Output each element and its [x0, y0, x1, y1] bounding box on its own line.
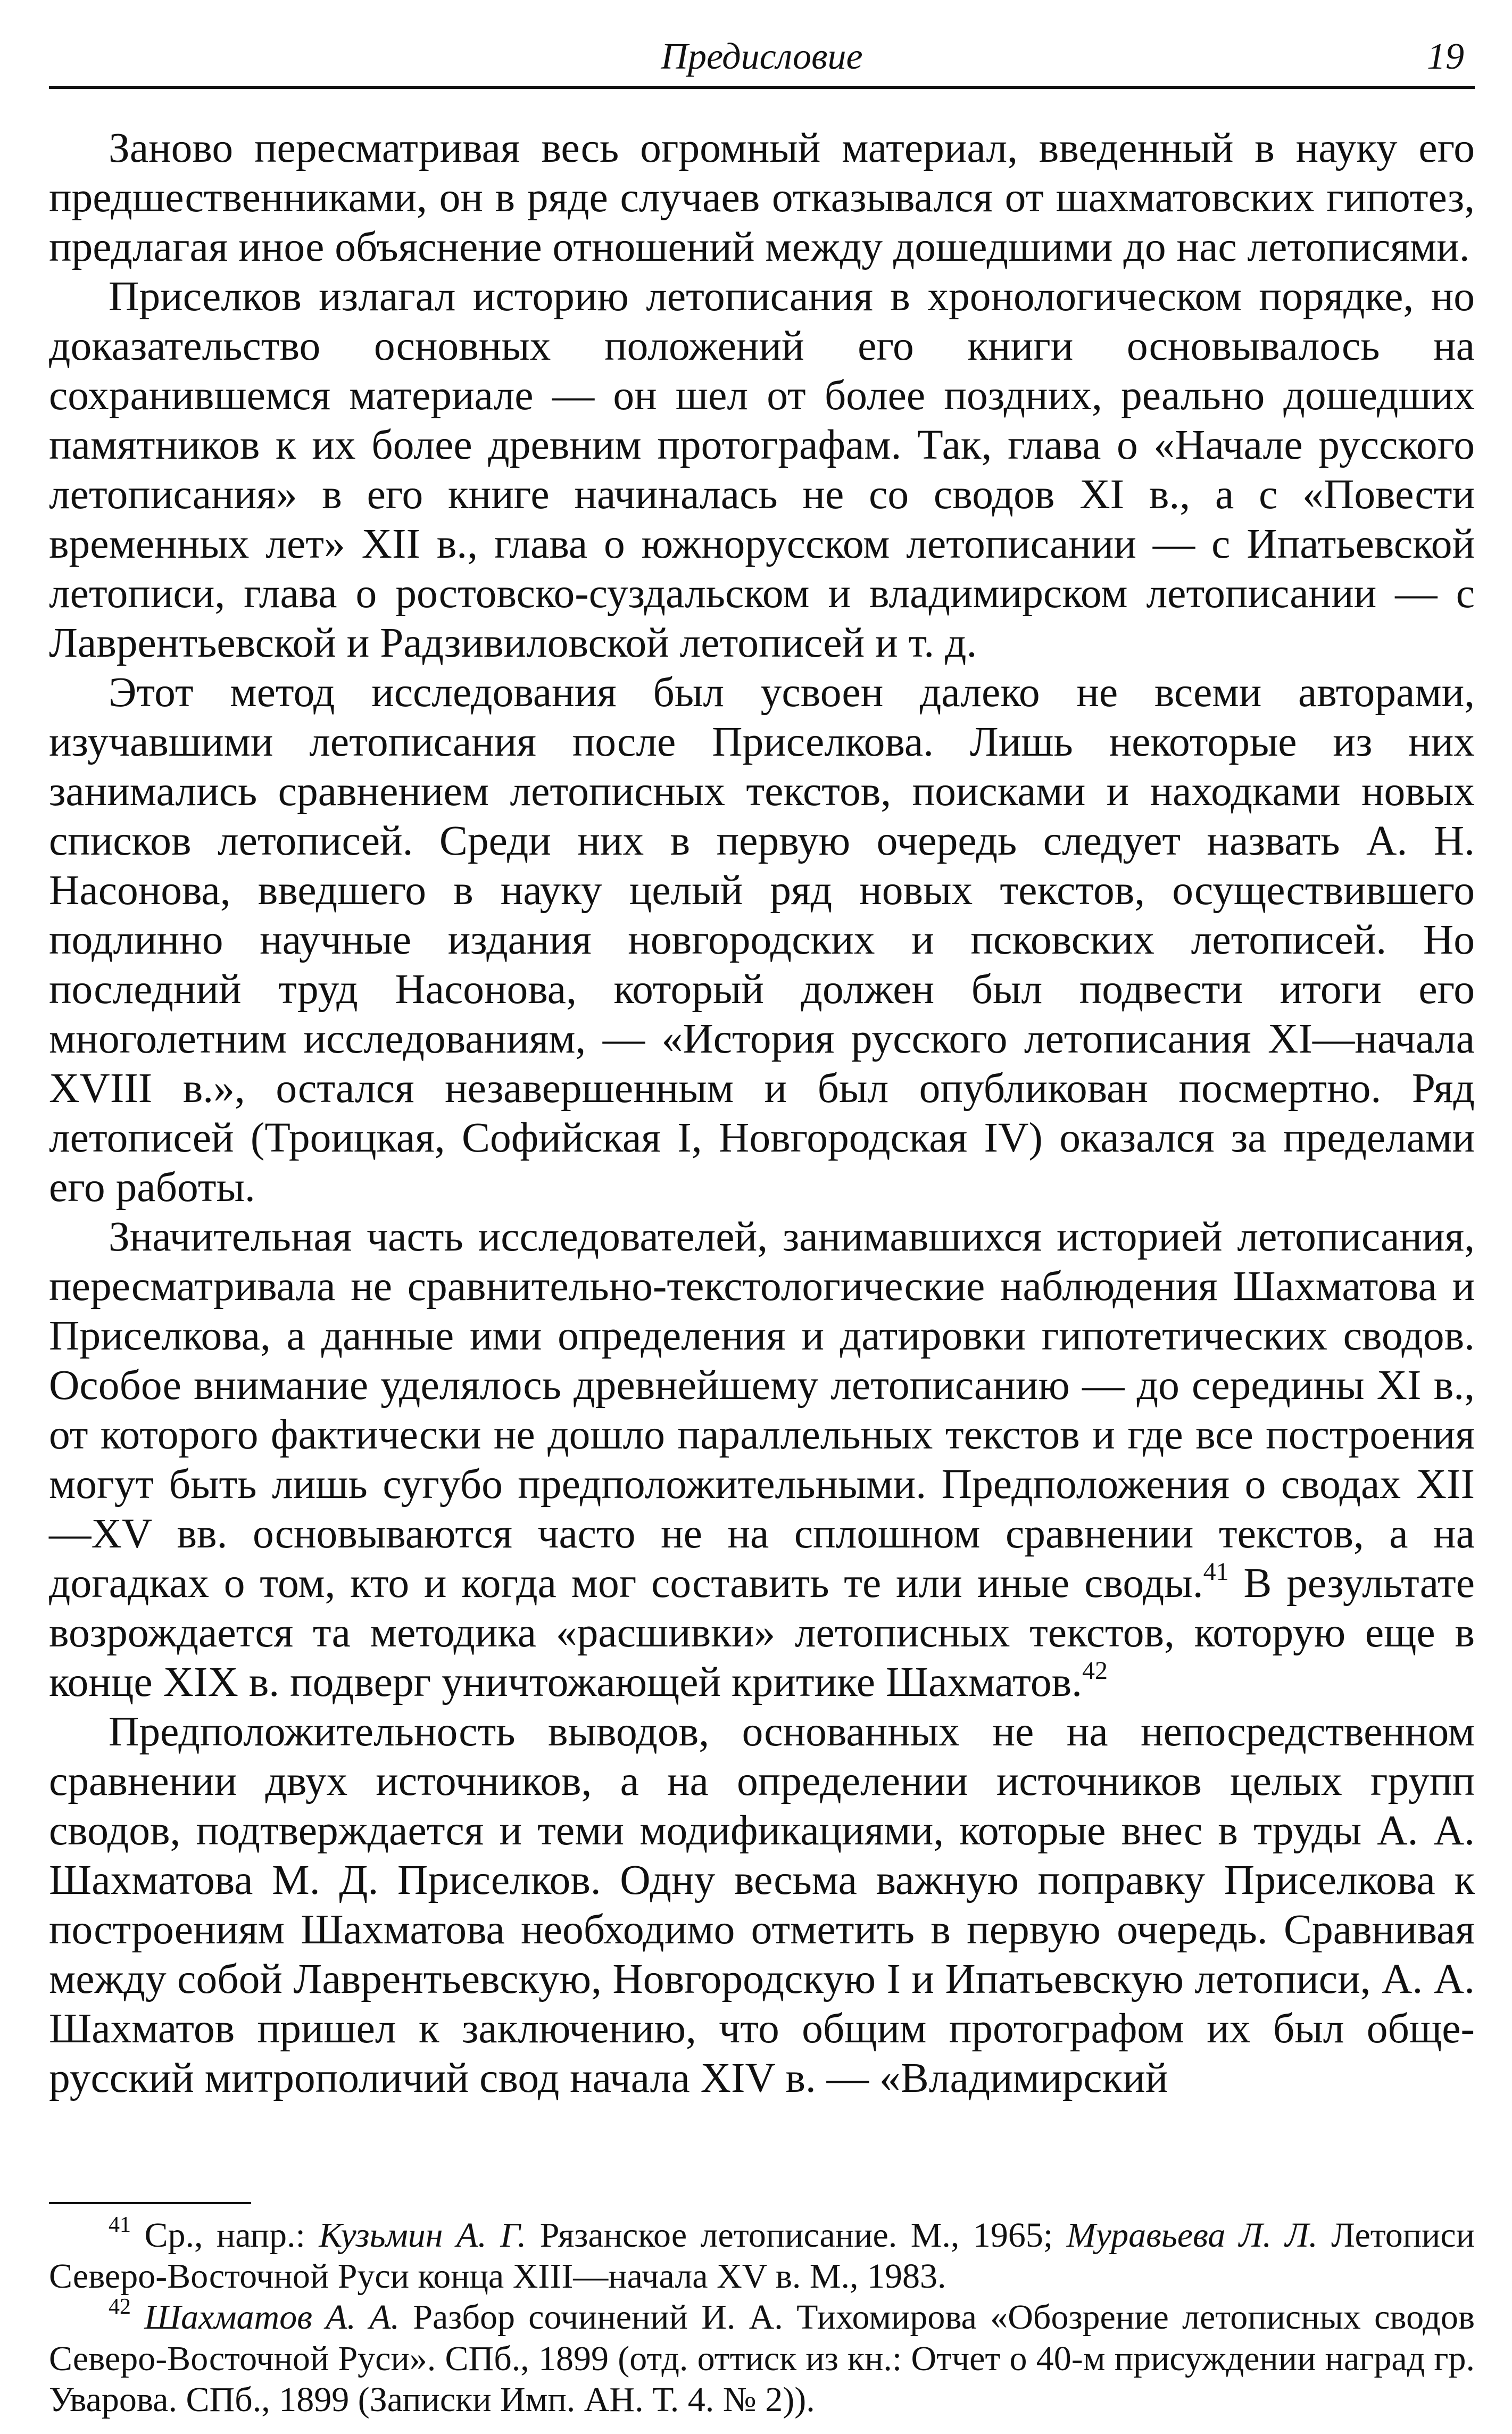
footnote-text: Разбор сочинений И. А. Тихомирова «Обозрение летописных сводов Северо-Восточной Руси». СПб., 1899 (отд. оттиск из кн.: Отчет о 40-м присуждении наград гр. Уварова. СПб., 1899 (Записки Имп. АН. Т. 4. № 2)). — [49, 2298, 1475, 2419]
footnote-author: Муравьева Л. Л. — [1066, 2216, 1318, 2255]
footnote — [49, 2297, 1475, 2420]
running-header — [49, 28, 1475, 89]
paragraph: Предположительность выводов, основанных не на непосредственном сравнении двух источников, а на определении источников целых групп сводов, подтверждается и теми модификациями, которые внес в труды А. А. Шахматова М. Д. Приселков. Одну весьма важную поправку Приселкова к построениям Шахматова необходимо отметить в первую очередь. Сравнивая между собой Лаврентьевскую, Новгородскую I и Ипатьевскую летописи, А. А. Шахматов пришел к заключению, что общим протографом их был общерусский митрополичий свод начала XIV в. — «Владимирский — [49, 1708, 1475, 2101]
paragraph: Заново пересматривая весь огромный материал, введенный в науку его предшественниками, он в ряде случаев отказывался от шахматовских гипотез, предлагая иное объяснение отношений между дошедшими до нас летописями. — [49, 125, 1475, 270]
footnote-reference: 41 — [1203, 1558, 1229, 1586]
footnote-marker: 42 — [109, 2295, 131, 2320]
page-number: 19 — [1427, 36, 1464, 77]
footnote-text: Рязанское летописание. М., 1965; — [526, 2216, 1067, 2255]
footnote-author: Шахматов А. А. — [144, 2298, 400, 2337]
footnote-marker: 41 — [109, 2213, 131, 2237]
footnote-separator — [49, 2202, 251, 2204]
footnote — [49, 2215, 1475, 2297]
footnote-text: Ср., напр.: — [144, 2216, 319, 2255]
footnote-text: Летописи Северо-Восточной Руси конца XIII—начала XV в. М., 1983. — [49, 2216, 1475, 2296]
paragraph: Приселков излагал историю летописания в хронологическом порядке, но доказательство основных положений его книги основывалось на сохранившемся материале — он шел от более поздних, реально дошедших памятников к их более древним протографам. Так, глава о «Начале русского летописания» в его книге начиналась не со сводов XI в., а с «Повести временных лет» XII в., глава о южнорусском летописании — с Ипатьевской летописи, глава о ростовско-суздальском и владимирском летописании — с Лаврентьевской и Радзивиловской летописей и т. д. — [49, 273, 1475, 666]
footnotes — [49, 2215, 1475, 2420]
main-text — [49, 123, 1475, 2103]
footnote-reference: 42 — [1082, 1657, 1108, 1685]
paragraph-text: Значительная часть исследователей, занимавшихся историей летописания, пересматривала не сравнительно-текстологические наблюдения Шахматова и Приселкова, а данные ими определения и датировки гипотетических сводов. Особое внимание уделялось древнейшему летописанию — до середины XI в., от которого фактически не дошло параллельных текстов и где все построения могут быть лишь сугубо предположительными. Предположения о сводах XII—XV вв. основываются часто не на сплошном сравнении текстов, а на догадках о том, кто и когда мог составить те или иные своды. — [49, 1213, 1475, 1607]
running-title: Предисловие — [661, 36, 863, 77]
paragraph — [49, 1212, 1475, 1707]
paragraph-text: В результате возрождается та методика «расшивки» летописных текстов, которую еще в конце XIX в. подверг уничтожающей критике Шахматов. — [49, 1560, 1475, 1706]
footnote-author: Кузьмин А. Г. — [319, 2216, 527, 2255]
paragraph: Этот метод исследования был усвоен далеко не всеми авторами, изучавшими летописания после Приселкова. Лишь некоторые из них занимались сравнением летописных текстов, поисками и находками новых списков летописей. Среди них в первую очередь следует назвать А. Н. Насонова, введшего в науку целый ряд новых текстов, осуществившего подлинно научные издания новгородских и псковских летописей. Но последний труд Насонова, который должен был подвести итоги его многолетним исследованиям, — «История русского летописания XI—начала XVIII в.», остался незавершенным и был опубликован посмертно. Ряд летописей (Троицкая, Софийская I, Новгородская IV) оказался за пределами его работы. — [49, 669, 1475, 1211]
